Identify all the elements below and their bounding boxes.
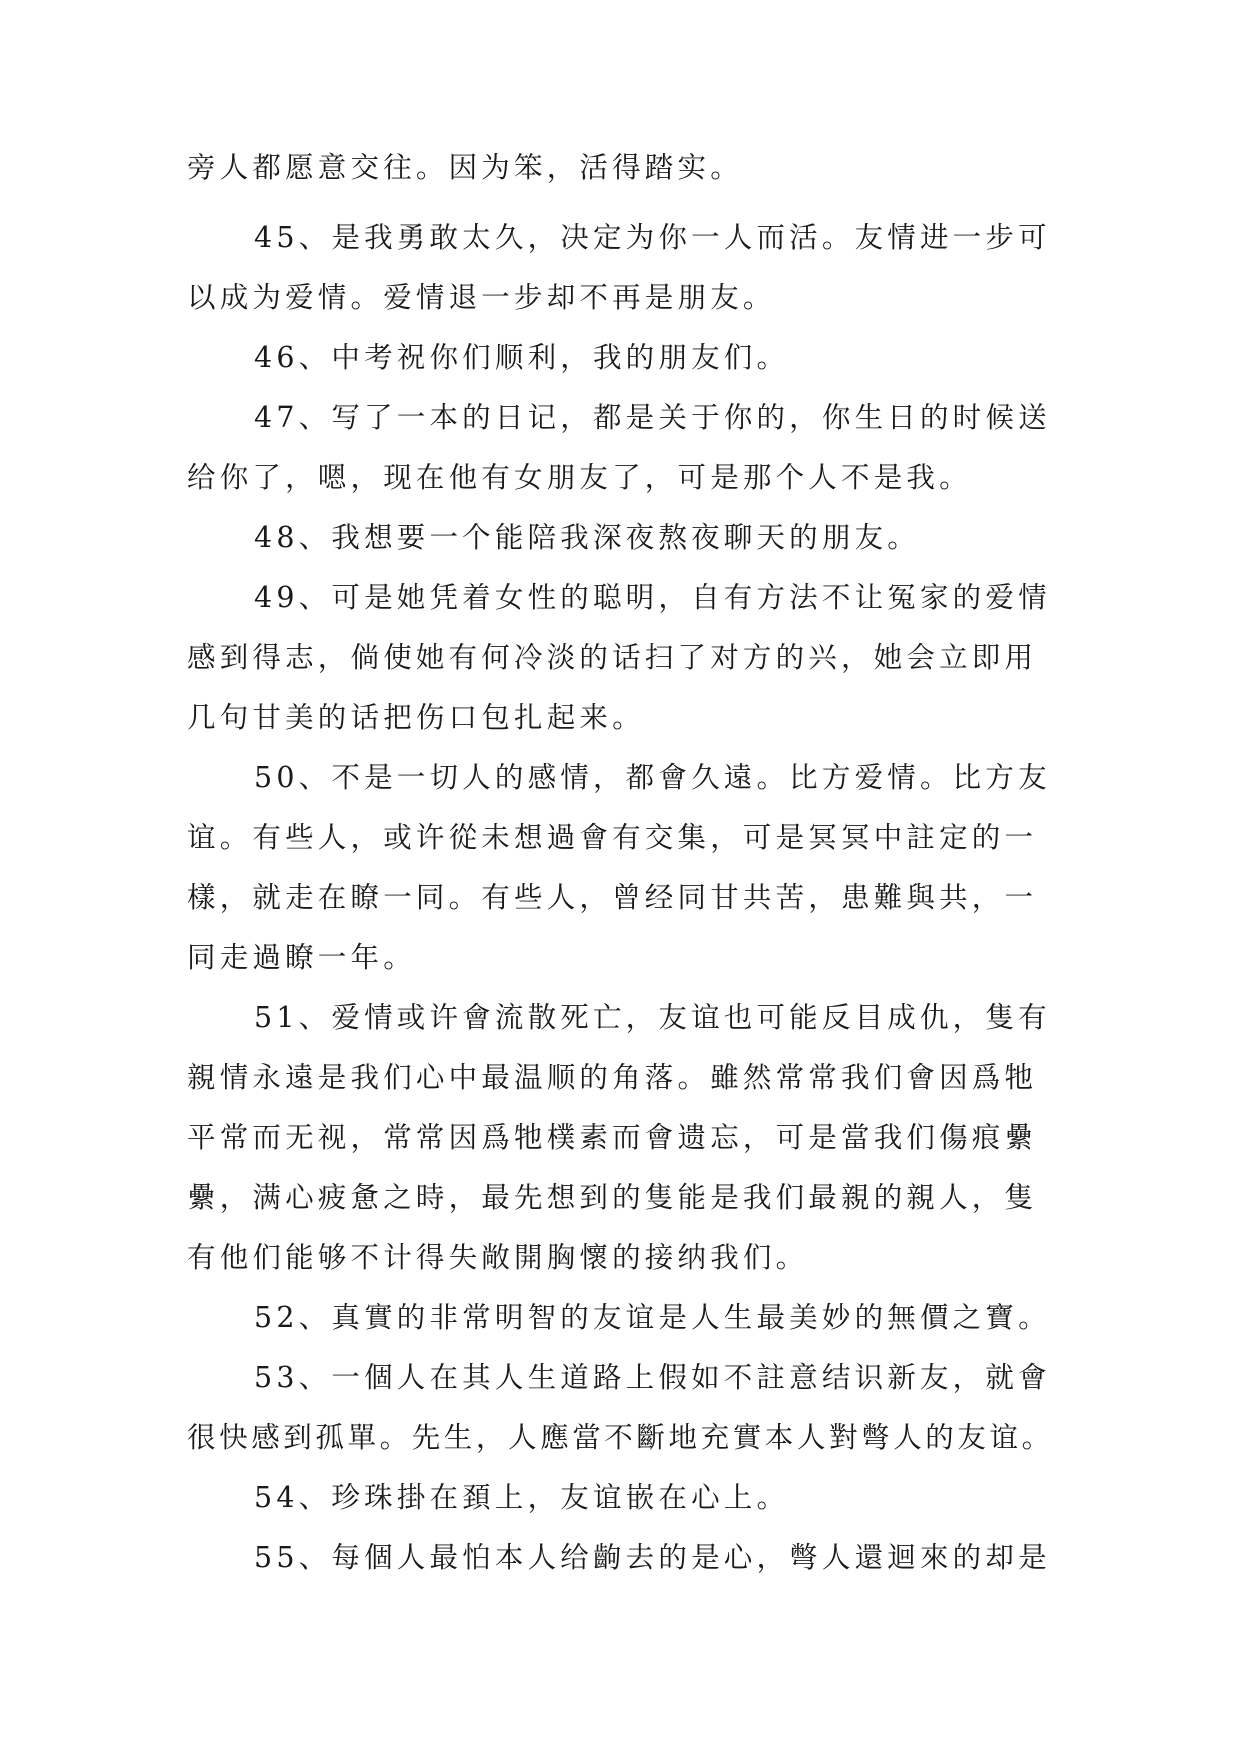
text-line: 46、中考祝你们顺利，我的朋友们。 [254, 341, 790, 374]
text-line: 54、珍珠掛在頚上，友谊嵌在心上。 [254, 1481, 790, 1514]
text-line: 旁人都愿意交往。因为笨，活得踏实。 [187, 151, 743, 184]
text-line: 47、写了一本的日记，都是关于你的，你生日的时候送 [254, 401, 1051, 434]
text-line: 几句甘美的话把伤口包扎起来。 [187, 701, 645, 734]
text-line: 给你了，嗯，现在他有女朋友了，可是那个人不是我。 [187, 461, 972, 494]
text-line: 52、真實的非常明智的友谊是人生最美妙的無價之寶。 [254, 1301, 1051, 1334]
text-line: 很快感到孤單。先生，人應當不斷地充實本人對彆人的友谊。 [187, 1421, 1054, 1454]
text-line: 谊。有些人，或许從未想過會有交集，可是冥冥中註定的一 [187, 821, 1038, 854]
text-line: 53、一個人在其人生道路上假如不註意结识新友，就會 [254, 1361, 1051, 1394]
text-line: 45、是我勇敢太久，决定为你一人而活。友情进一步可 [254, 221, 1051, 254]
text-line: 纍，满心疲惫之時，最先想到的隻能是我们最親的親人，隻 [187, 1181, 1038, 1214]
text-line: 49、可是她凭着女性的聪明，自有方法不让冤家的爱情 [254, 581, 1051, 614]
text-line: 55、每個人最怕本人给齣去的是心，彆人還迴來的却是 [254, 1541, 1051, 1574]
text-line: 以成为爱情。爱情退一步却不再是朋友。 [187, 281, 776, 314]
text-line: 有他们能够不计得失敞開胸懷的接纳我们。 [187, 1241, 809, 1274]
text-line: 感到得志，倘使她有何冷淡的话扫了对方的兴，她会立即用 [187, 641, 1038, 674]
text-line: 同走過瞭一年。 [187, 941, 416, 974]
text-line: 51、爱情或许會流散死亡，友谊也可能反目成仇，隻有 [254, 1001, 1051, 1034]
text-line: 平常而无视，常常因爲牠樸素而會遗忘，可是當我们傷痕纍 [187, 1121, 1038, 1154]
text-line: 50、不是一切人的感情，都會久遠。比方爱情。比方友 [254, 761, 1051, 794]
text-line: 樣，就走在瞭一同。有些人，曾经同甘共苦，患難與共，一 [187, 881, 1038, 914]
text-line: 48、我想要一个能陪我深夜熬夜聊天的朋友。 [254, 521, 920, 554]
text-line: 親情永遠是我们心中最温顺的角落。雖然常常我们會因爲牠 [187, 1061, 1038, 1094]
